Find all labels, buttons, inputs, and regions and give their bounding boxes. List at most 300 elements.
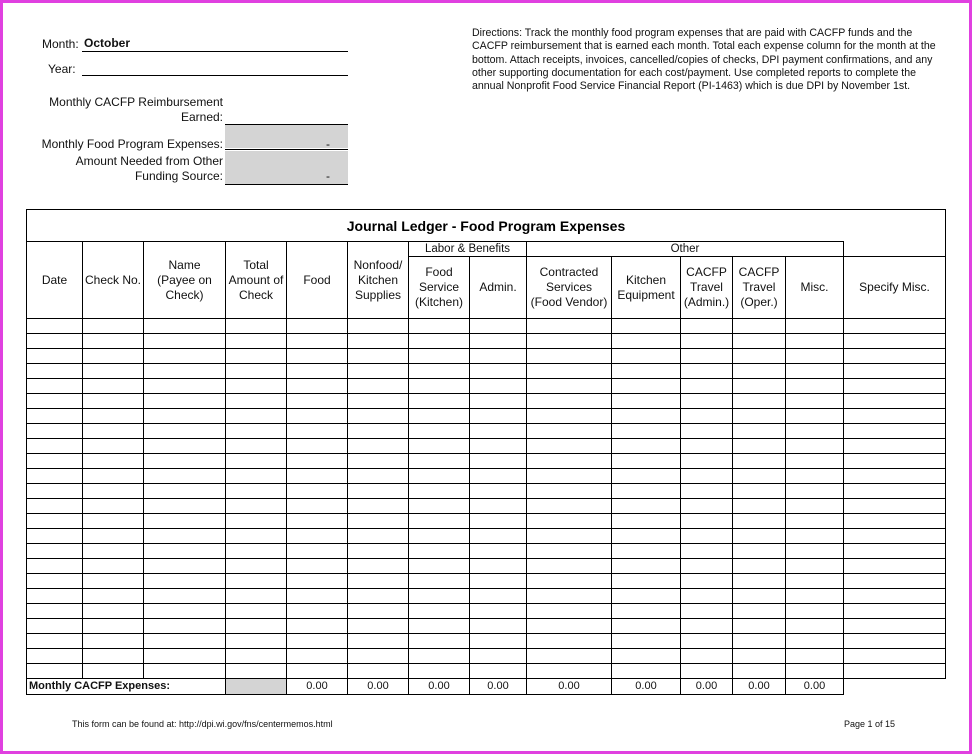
table-cell[interactable]	[733, 394, 786, 409]
table-cell[interactable]	[83, 544, 144, 559]
table-cell[interactable]	[409, 334, 470, 349]
table-cell[interactable]	[83, 604, 144, 619]
table-cell[interactable]	[83, 559, 144, 574]
table-cell[interactable]	[612, 334, 681, 349]
table-cell[interactable]	[348, 484, 409, 499]
table-cell[interactable]	[681, 619, 733, 634]
table-cell[interactable]	[527, 469, 612, 484]
table-cell[interactable]	[527, 544, 612, 559]
table-cell[interactable]	[527, 574, 612, 589]
table-cell[interactable]	[527, 619, 612, 634]
table-cell[interactable]	[612, 634, 681, 649]
table-cell[interactable]	[348, 589, 409, 604]
table-cell[interactable]	[470, 664, 527, 679]
table-cell[interactable]	[786, 559, 844, 574]
table-cell[interactable]	[144, 514, 226, 529]
table-cell[interactable]	[226, 364, 287, 379]
table-cell[interactable]	[786, 604, 844, 619]
table-cell[interactable]	[681, 574, 733, 589]
table-cell[interactable]	[409, 514, 470, 529]
table-cell[interactable]	[409, 604, 470, 619]
table-cell[interactable]	[27, 349, 83, 364]
table-cell[interactable]	[348, 514, 409, 529]
table-cell[interactable]	[287, 484, 348, 499]
table-cell[interactable]	[681, 559, 733, 574]
table-cell[interactable]	[612, 514, 681, 529]
table-cell[interactable]	[409, 664, 470, 679]
table-cell[interactable]	[27, 649, 83, 664]
table-cell[interactable]	[786, 589, 844, 604]
table-cell[interactable]	[470, 424, 527, 439]
table-cell[interactable]	[470, 379, 527, 394]
table-cell[interactable]	[844, 574, 946, 589]
table-cell[interactable]	[470, 574, 527, 589]
table-cell[interactable]	[733, 349, 786, 364]
table-cell[interactable]	[612, 559, 681, 574]
table-cell[interactable]	[733, 454, 786, 469]
table-cell[interactable]	[733, 664, 786, 679]
table-cell[interactable]	[27, 604, 83, 619]
table-cell[interactable]	[27, 664, 83, 679]
table-cell[interactable]	[226, 634, 287, 649]
table-cell[interactable]	[409, 529, 470, 544]
table-cell[interactable]	[27, 484, 83, 499]
table-cell[interactable]	[786, 424, 844, 439]
table-cell[interactable]	[409, 319, 470, 334]
table-cell[interactable]	[733, 559, 786, 574]
table-cell[interactable]	[844, 454, 946, 469]
table-cell[interactable]	[27, 634, 83, 649]
table-cell[interactable]	[612, 619, 681, 634]
table-cell[interactable]	[470, 544, 527, 559]
table-cell[interactable]	[786, 469, 844, 484]
table-cell[interactable]	[844, 379, 946, 394]
table-cell[interactable]	[527, 349, 612, 364]
table-cell[interactable]	[733, 319, 786, 334]
table-cell[interactable]	[287, 334, 348, 349]
table-cell[interactable]	[144, 484, 226, 499]
table-cell[interactable]	[348, 379, 409, 394]
table-cell[interactable]	[144, 499, 226, 514]
table-cell[interactable]	[612, 439, 681, 454]
table-cell[interactable]	[612, 544, 681, 559]
table-cell[interactable]	[226, 409, 287, 424]
table-cell[interactable]	[470, 559, 527, 574]
table-cell[interactable]	[681, 364, 733, 379]
table-cell[interactable]	[733, 334, 786, 349]
table-cell[interactable]	[226, 499, 287, 514]
table-cell[interactable]	[144, 439, 226, 454]
table-cell[interactable]	[226, 484, 287, 499]
table-cell[interactable]	[470, 349, 527, 364]
table-cell[interactable]	[287, 469, 348, 484]
table-cell[interactable]	[144, 424, 226, 439]
table-cell[interactable]	[348, 319, 409, 334]
table-cell[interactable]	[287, 319, 348, 334]
table-cell[interactable]	[83, 454, 144, 469]
table-cell[interactable]	[348, 439, 409, 454]
table-cell[interactable]	[681, 664, 733, 679]
table-cell[interactable]	[144, 379, 226, 394]
table-cell[interactable]	[83, 439, 144, 454]
table-cell[interactable]	[348, 424, 409, 439]
table-cell[interactable]	[681, 469, 733, 484]
table-cell[interactable]	[470, 604, 527, 619]
table-cell[interactable]	[83, 334, 144, 349]
table-cell[interactable]	[681, 649, 733, 664]
table-cell[interactable]	[527, 499, 612, 514]
table-cell[interactable]	[612, 319, 681, 334]
table-cell[interactable]	[144, 469, 226, 484]
table-cell[interactable]	[83, 469, 144, 484]
table-cell[interactable]	[844, 424, 946, 439]
table-cell[interactable]	[409, 439, 470, 454]
table-cell[interactable]	[786, 634, 844, 649]
table-cell[interactable]	[226, 424, 287, 439]
table-cell[interactable]	[348, 634, 409, 649]
table-cell[interactable]	[786, 544, 844, 559]
table-cell[interactable]	[409, 424, 470, 439]
table-cell[interactable]	[470, 499, 527, 514]
table-cell[interactable]	[287, 439, 348, 454]
table-cell[interactable]	[144, 334, 226, 349]
table-cell[interactable]	[287, 574, 348, 589]
table-cell[interactable]	[226, 454, 287, 469]
table-cell[interactable]	[844, 604, 946, 619]
table-cell[interactable]	[733, 499, 786, 514]
table-cell[interactable]	[409, 379, 470, 394]
table-cell[interactable]	[348, 604, 409, 619]
table-cell[interactable]	[681, 439, 733, 454]
table-cell[interactable]	[470, 649, 527, 664]
table-cell[interactable]	[612, 589, 681, 604]
table-cell[interactable]	[348, 664, 409, 679]
table-cell[interactable]	[27, 439, 83, 454]
table-cell[interactable]	[287, 544, 348, 559]
table-cell[interactable]	[348, 349, 409, 364]
table-cell[interactable]	[681, 319, 733, 334]
table-cell[interactable]	[527, 454, 612, 469]
table-cell[interactable]	[681, 349, 733, 364]
table-cell[interactable]	[612, 604, 681, 619]
table-cell[interactable]	[27, 529, 83, 544]
table-cell[interactable]	[612, 484, 681, 499]
table-cell[interactable]	[786, 439, 844, 454]
table-cell[interactable]	[786, 529, 844, 544]
table-cell[interactable]	[470, 634, 527, 649]
table-cell[interactable]	[733, 439, 786, 454]
table-cell[interactable]	[844, 499, 946, 514]
table-cell[interactable]	[470, 439, 527, 454]
month-value[interactable]: October	[84, 36, 131, 50]
table-cell[interactable]	[409, 544, 470, 559]
table-cell[interactable]	[612, 379, 681, 394]
table-cell[interactable]	[27, 589, 83, 604]
table-cell[interactable]	[287, 424, 348, 439]
table-cell[interactable]	[27, 409, 83, 424]
table-cell[interactable]	[287, 379, 348, 394]
table-cell[interactable]	[144, 619, 226, 634]
table-cell[interactable]	[681, 589, 733, 604]
table-cell[interactable]	[409, 649, 470, 664]
table-cell[interactable]	[786, 349, 844, 364]
table-cell[interactable]	[786, 619, 844, 634]
table-cell[interactable]	[844, 649, 946, 664]
table-cell[interactable]	[733, 364, 786, 379]
table-cell[interactable]	[733, 409, 786, 424]
table-cell[interactable]	[27, 454, 83, 469]
table-cell[interactable]	[348, 619, 409, 634]
table-cell[interactable]	[348, 469, 409, 484]
table-cell[interactable]	[226, 604, 287, 619]
table-cell[interactable]	[844, 349, 946, 364]
table-cell[interactable]	[733, 514, 786, 529]
table-cell[interactable]	[144, 664, 226, 679]
table-cell[interactable]	[287, 454, 348, 469]
table-cell[interactable]	[470, 619, 527, 634]
table-cell[interactable]	[287, 499, 348, 514]
table-cell[interactable]	[348, 574, 409, 589]
table-cell[interactable]	[612, 529, 681, 544]
table-cell[interactable]	[348, 559, 409, 574]
table-cell[interactable]	[27, 499, 83, 514]
table-cell[interactable]	[681, 424, 733, 439]
table-cell[interactable]	[470, 589, 527, 604]
table-cell[interactable]	[348, 334, 409, 349]
table-cell[interactable]	[287, 409, 348, 424]
table-cell[interactable]	[144, 349, 226, 364]
table-cell[interactable]	[844, 589, 946, 604]
table-cell[interactable]	[681, 514, 733, 529]
table-cell[interactable]	[612, 424, 681, 439]
table-cell[interactable]	[226, 529, 287, 544]
table-cell[interactable]	[844, 439, 946, 454]
table-cell[interactable]	[348, 544, 409, 559]
table-cell[interactable]	[681, 394, 733, 409]
table-cell[interactable]	[844, 559, 946, 574]
table-cell[interactable]	[612, 649, 681, 664]
table-cell[interactable]	[733, 529, 786, 544]
table-cell[interactable]	[681, 529, 733, 544]
table-cell[interactable]	[527, 589, 612, 604]
table-cell[interactable]	[144, 454, 226, 469]
table-cell[interactable]	[527, 664, 612, 679]
table-cell[interactable]	[348, 529, 409, 544]
table-cell[interactable]	[470, 394, 527, 409]
table-cell[interactable]	[144, 634, 226, 649]
table-cell[interactable]	[27, 559, 83, 574]
table-cell[interactable]	[786, 514, 844, 529]
table-cell[interactable]	[681, 409, 733, 424]
table-cell[interactable]	[733, 589, 786, 604]
table-cell[interactable]	[527, 604, 612, 619]
table-cell[interactable]	[409, 634, 470, 649]
table-cell[interactable]	[470, 454, 527, 469]
table-cell[interactable]	[226, 649, 287, 664]
table-cell[interactable]	[527, 379, 612, 394]
table-cell[interactable]	[144, 394, 226, 409]
table-cell[interactable]	[226, 589, 287, 604]
table-cell[interactable]	[733, 619, 786, 634]
table-cell[interactable]	[83, 664, 144, 679]
table-cell[interactable]	[470, 409, 527, 424]
table-cell[interactable]	[786, 574, 844, 589]
table-cell[interactable]	[409, 454, 470, 469]
table-cell[interactable]	[527, 634, 612, 649]
table-cell[interactable]	[527, 319, 612, 334]
table-cell[interactable]	[786, 499, 844, 514]
table-cell[interactable]	[786, 394, 844, 409]
table-cell[interactable]	[409, 559, 470, 574]
table-cell[interactable]	[287, 559, 348, 574]
table-cell[interactable]	[786, 649, 844, 664]
table-cell[interactable]	[681, 499, 733, 514]
table-cell[interactable]	[144, 544, 226, 559]
table-cell[interactable]	[287, 664, 348, 679]
table-cell[interactable]	[681, 634, 733, 649]
table-cell[interactable]	[527, 424, 612, 439]
table-cell[interactable]	[612, 574, 681, 589]
table-cell[interactable]	[612, 394, 681, 409]
table-cell[interactable]	[144, 574, 226, 589]
table-cell[interactable]	[612, 499, 681, 514]
table-cell[interactable]	[226, 349, 287, 364]
table-cell[interactable]	[733, 604, 786, 619]
table-cell[interactable]	[348, 364, 409, 379]
table-cell[interactable]	[786, 364, 844, 379]
table-cell[interactable]	[144, 604, 226, 619]
table-cell[interactable]	[733, 574, 786, 589]
table-cell[interactable]	[733, 634, 786, 649]
table-cell[interactable]	[612, 409, 681, 424]
table-cell[interactable]	[844, 619, 946, 634]
table-cell[interactable]	[527, 559, 612, 574]
table-cell[interactable]	[144, 364, 226, 379]
table-cell[interactable]	[409, 349, 470, 364]
table-cell[interactable]	[287, 589, 348, 604]
table-cell[interactable]	[348, 409, 409, 424]
table-cell[interactable]	[409, 364, 470, 379]
table-cell[interactable]	[287, 604, 348, 619]
table-cell[interactable]	[226, 319, 287, 334]
table-cell[interactable]	[409, 409, 470, 424]
table-cell[interactable]	[226, 439, 287, 454]
table-cell[interactable]	[681, 604, 733, 619]
table-cell[interactable]	[287, 394, 348, 409]
table-cell[interactable]	[83, 349, 144, 364]
table-cell[interactable]	[844, 319, 946, 334]
table-cell[interactable]	[733, 424, 786, 439]
table-cell[interactable]	[612, 454, 681, 469]
table-cell[interactable]	[144, 559, 226, 574]
table-cell[interactable]	[27, 574, 83, 589]
table-cell[interactable]	[287, 619, 348, 634]
table-cell[interactable]	[83, 499, 144, 514]
table-cell[interactable]	[27, 379, 83, 394]
table-cell[interactable]	[681, 544, 733, 559]
table-cell[interactable]	[786, 319, 844, 334]
table-cell[interactable]	[226, 619, 287, 634]
table-cell[interactable]	[83, 364, 144, 379]
table-cell[interactable]	[470, 484, 527, 499]
table-cell[interactable]	[287, 634, 348, 649]
table-cell[interactable]	[470, 469, 527, 484]
table-cell[interactable]	[83, 484, 144, 499]
table-cell[interactable]	[786, 484, 844, 499]
table-cell[interactable]	[844, 529, 946, 544]
table-cell[interactable]	[83, 649, 144, 664]
table-cell[interactable]	[527, 409, 612, 424]
table-cell[interactable]	[83, 514, 144, 529]
table-cell[interactable]	[226, 574, 287, 589]
table-cell[interactable]	[844, 544, 946, 559]
table-cell[interactable]	[83, 529, 144, 544]
table-cell[interactable]	[226, 559, 287, 574]
table-cell[interactable]	[83, 409, 144, 424]
table-cell[interactable]	[144, 409, 226, 424]
table-cell[interactable]	[527, 529, 612, 544]
table-cell[interactable]	[226, 514, 287, 529]
table-cell[interactable]	[287, 514, 348, 529]
table-cell[interactable]	[527, 364, 612, 379]
table-cell[interactable]	[83, 634, 144, 649]
table-cell[interactable]	[83, 574, 144, 589]
table-cell[interactable]	[786, 334, 844, 349]
table-cell[interactable]	[844, 334, 946, 349]
table-cell[interactable]	[27, 619, 83, 634]
table-cell[interactable]	[226, 664, 287, 679]
table-cell[interactable]	[144, 589, 226, 604]
table-cell[interactable]	[470, 334, 527, 349]
table-cell[interactable]	[844, 364, 946, 379]
table-cell[interactable]	[844, 664, 946, 679]
table-cell[interactable]	[144, 649, 226, 664]
table-cell[interactable]	[144, 319, 226, 334]
table-cell[interactable]	[348, 394, 409, 409]
table-cell[interactable]	[287, 529, 348, 544]
table-cell[interactable]	[409, 574, 470, 589]
table-cell[interactable]	[527, 514, 612, 529]
table-cell[interactable]	[409, 589, 470, 604]
table-cell[interactable]	[470, 514, 527, 529]
table-cell[interactable]	[844, 484, 946, 499]
table-cell[interactable]	[27, 334, 83, 349]
table-cell[interactable]	[681, 334, 733, 349]
table-cell[interactable]	[786, 454, 844, 469]
table-cell[interactable]	[27, 394, 83, 409]
table-cell[interactable]	[733, 469, 786, 484]
table-cell[interactable]	[612, 664, 681, 679]
table-cell[interactable]	[470, 319, 527, 334]
table-cell[interactable]	[786, 409, 844, 424]
table-cell[interactable]	[470, 364, 527, 379]
table-cell[interactable]	[83, 319, 144, 334]
table-cell[interactable]	[527, 394, 612, 409]
table-cell[interactable]	[844, 409, 946, 424]
table-cell[interactable]	[348, 649, 409, 664]
table-cell[interactable]	[83, 619, 144, 634]
table-cell[interactable]	[226, 334, 287, 349]
table-cell[interactable]	[612, 349, 681, 364]
table-cell[interactable]	[83, 394, 144, 409]
table-cell[interactable]	[681, 379, 733, 394]
table-cell[interactable]	[83, 424, 144, 439]
table-cell[interactable]	[527, 649, 612, 664]
table-cell[interactable]	[287, 349, 348, 364]
table-cell[interactable]	[226, 544, 287, 559]
table-cell[interactable]	[844, 469, 946, 484]
table-cell[interactable]	[287, 649, 348, 664]
